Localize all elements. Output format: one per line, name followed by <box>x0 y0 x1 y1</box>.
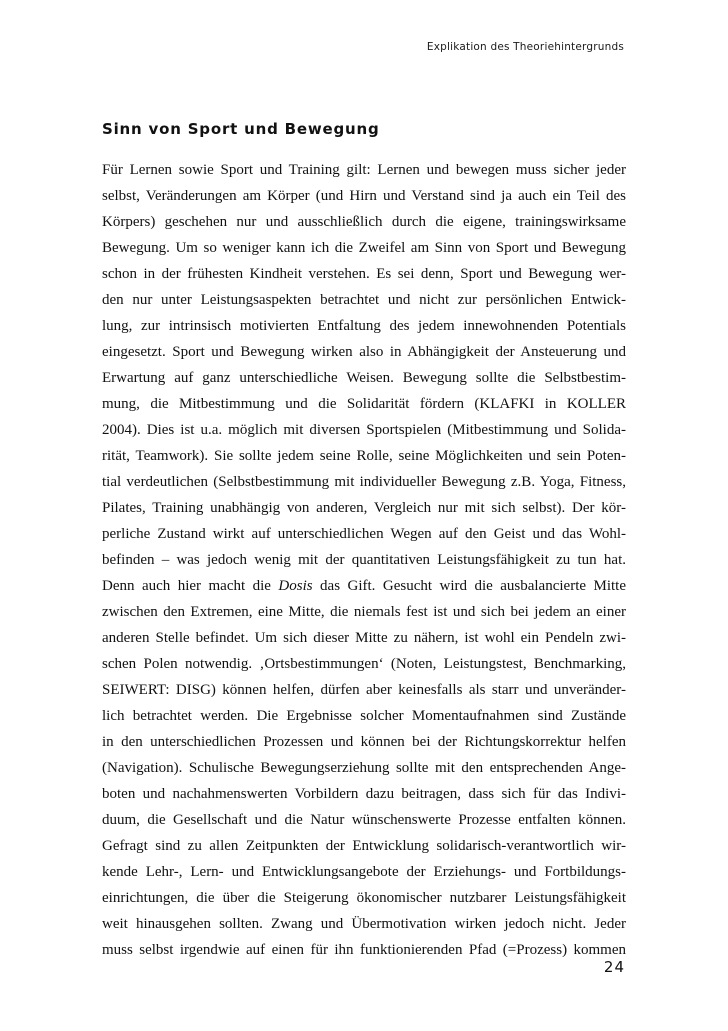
text-line: tial verdeutlichen (Selbstbestimmung mit individueller Bewegung z.B. Yoga, Fitness, <box>102 474 626 490</box>
text-line: lich betrachtet werden. Die Ergebnisse solcher Momentaufnahmen sind Zustände <box>102 708 626 724</box>
text-line: (Navigation). Schulische Bewegungserziehung sollte mit den entsprechenden Ange- <box>102 760 626 776</box>
text-line: zwischen den Extremen, eine Mitte, die niemals fest ist und sich bei jedem an einer <box>102 604 626 620</box>
text-line: Gefragt sind zu allen Zeitpunkten der Entwicklung solidarisch-verantwortlich wir- <box>102 838 626 854</box>
text-line: einrichtungen, die über die Steigerung ökonomischer nutzbarer Leistungsfähigkeit <box>102 890 626 906</box>
text-line: eingesetzt. Sport und Bewegung wirken also in Abhängigkeit der Ansteuerung und <box>102 344 626 360</box>
text-line: schen Polen notwendig. ‚Ortsbestimmungen‘ (Noten, Leistungstest, Benchmarking, <box>102 656 626 672</box>
text-line: mung, die Mitbestimmung und die Solidarität fördern (KLAFKI in KOLLER <box>102 396 626 412</box>
text-line: boten und nachahmenswerten Vorbildern dazu beitragen, dass sich für das Indivi- <box>102 786 626 802</box>
text-line: den nur unter Leistungsaspekten betrachtet und nicht zur persönlichen Entwick- <box>102 292 626 308</box>
text-line: befinden – was jedoch wenig mit der quantitativen Leistungsfähigkeit zu tun hat. <box>102 552 626 568</box>
text-line: Bewegung. Um so weniger kann ich die Zweifel am Sinn von Sport und Bewegung <box>102 240 626 256</box>
emphasized-term: Dosis <box>278 578 313 594</box>
text-line: SEIWERT: DISG) können helfen, dürfen aber keinesfalls als starr und unveränder- <box>102 682 626 698</box>
text-run: Denn auch hier macht die <box>102 578 279 594</box>
running-header: Explikation des Theoriehintergrunds <box>426 41 624 53</box>
text-line: Für Lernen sowie Sport und Training gilt: Lernen und bewegen muss sicher jeder <box>102 162 626 178</box>
text-line: anderen Stelle befindet. Um sich dieser Mitte zu nähern, ist wohl ein Pendeln zwi- <box>102 630 626 646</box>
text-line: weit hinausgehen sollten. Zwang und Übermotivation wirken jedoch nicht. Jeder <box>102 916 626 932</box>
text-line: Erwartung auf ganz unterschiedliche Weisen. Bewegung sollte die Selbstbestim- <box>102 370 626 386</box>
text-line: schon in der frühesten Kindheit verstehen. Es sei denn, Sport und Bewegung wer- <box>102 266 626 282</box>
text-run: das Gift. Gesucht wird die ausbalancierte Mitte <box>312 578 626 594</box>
text-line: Körpers) geschehen nur und ausschließlich durch die eigene, trainingswirksame <box>102 214 626 230</box>
text-line: in den unterschiedlichen Prozessen und können bei der Richtungskorrektur helfen <box>102 734 626 750</box>
text-line: kende Lehr-, Lern- und Entwicklungsangebote der Erziehungs- und Fortbildungs- <box>102 864 626 880</box>
text-line: Pilates, Training unabhängig von anderen, Vergleich nur mit sich selbst). Der kör- <box>102 500 626 516</box>
text-line: lung, zur intrinsisch motivierten Entfaltung des jedem innewohnenden Potentials <box>102 318 626 334</box>
text-line: selbst, Veränderungen am Körper (und Hirn und Verstand sind ja auch ein Teil des <box>102 188 626 204</box>
text-line: rität, Teamwork). Sie sollte jedem seine Rolle, seine Möglichkeiten und sein Poten- <box>102 448 626 464</box>
page-number: 24 <box>603 958 625 976</box>
text-line: perliche Zustand wirkt auf unterschiedlichen Wegen auf den Geist und das Wohl- <box>102 526 626 542</box>
body-paragraph <box>102 157 626 963</box>
text-line: muss selbst irgendwie auf einen für ihn funktionierenden Pfad (=Prozess) kommen <box>102 942 626 958</box>
text-line: duum, die Gesellschaft und die Natur wünschenswerte Prozesse entfalten können. <box>102 812 626 828</box>
text-line <box>102 573 626 599</box>
text-line: 2004). Dies ist u.a. möglich mit diversen Sportspielen (Mitbestimmung und Solida- <box>102 422 626 438</box>
section-heading: Sinn von Sport und Bewegung <box>102 120 380 138</box>
